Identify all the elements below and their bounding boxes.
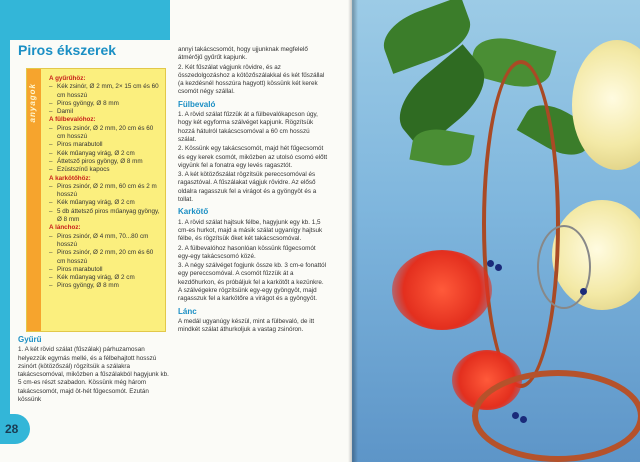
materials-item: – Kék zsinór, Ø 2 mm, 2× 15 cm és 60 cm hosszú [49,83,161,100]
bracelet-heading: Karkötő [178,207,209,217]
materials-item: – Piros zsinór, Ø 2 mm, 20 cm és 60 cm hosszú [49,125,161,142]
materials-heading: A karkötőhöz: [49,174,91,182]
bead-image [580,288,587,295]
necklace-heading: Lánc [178,306,197,316]
ring-text: 1. A két rövid szálat (fűszálak) párhuzamosan helyezzük egymás mellé, és a félbehajtott hosszú zsinórt (kötözőszál) rögzítsük a szálakra takácscsomóval, miközben a fűszálakból hagyjunk kb. 5 cm-es részt szabadon. Kössünk még három takácscsomót, majd öt-hét fűgecsomót. Ezután kössünk [18,346,169,404]
bracelet-step-3: 3. A négy szálvéget fogjunk össze kb. 3 cm-e fonattól egy pereccsomóval. A csomót fűzzük át a kezdőhurkon, és próbáljuk fel a karkötőt a kezünkre. A szálvégekre rögzítsünk egy-egy gyöngyöt, majd ragasszuk fel a karkötőre a virágot és a gyöngyöt. [178,262,327,303]
materials-side-tab [27,69,41,331]
page-number-badge [0,414,30,444]
earring-step-2: 2. Kössünk egy takácscsomót, majd hét fűgecsomót és egy kerek csomót, miközben az utolsó csomó előtt vigyünk fel a fonatra egy levés ragasztót. [178,145,328,169]
left-color-strip [0,40,10,440]
bead-image [512,412,519,419]
materials-item: – Piros zsinór, Ø 2 mm, 60 cm és 2 m hosszú [49,183,161,200]
materials-box [26,68,166,332]
materials-item: – Áttetsző piros gyöngy, Ø 8 mm [49,158,161,166]
bead-image [520,416,527,423]
materials-item: – Piros zsinór, Ø 2 mm, 20 cm és 60 cm hosszú [49,249,161,266]
materials-heading: A gyűrűhöz: [49,75,86,82]
bracelet-step-2: 2. A fülbevalóhoz hasonlóan kössünk fűgecsomót egy-egy takácscsomó közé. [178,244,316,260]
page-number: 28 [5,422,19,436]
materials-item: – Piros gyöngy, Ø 8 mm [49,100,161,108]
bracelet-image [472,370,640,462]
ring-heading: Gyűrű [18,335,42,344]
necklace-text: A medál ugyanúgy készül, mint a fülbevaló, de itt mindkét szálat áthurkoljuk a vastag zsinóron. [178,317,315,334]
materials-item: – Piros zsinór, Ø 4 mm, 70...80 cm hosszú [49,233,161,250]
materials-item: – Kék műanyag virág, Ø 2 cm [49,150,161,158]
middle-column [178,46,328,336]
necklace-cord-image [482,60,560,388]
materials-item: – Damil [49,108,161,116]
photo-page [352,0,640,462]
earring-heading: Fülbevaló [178,99,216,109]
earring-step-3: 3. A két kötözőszálat rögzítsük pereccsomóval és ragasztóval. A fűszálakat vágjuk rövidre. Az előső oldalra ragasszuk fel a virágot és a gyöngyöt és a tollat. [178,171,317,204]
materials-item: – Piros gyöngy, Ø 8 mm [49,282,161,290]
materials-item: – Ezüstszínű kapocs [49,166,161,174]
book-spine-shadow [348,0,358,462]
earring-hook-image [537,225,591,309]
materials-list [49,75,161,291]
materials-heading: A fülbevalóhoz: [49,116,96,124]
header-color-bar [0,0,170,40]
bead-image [495,264,502,271]
bead-image [487,260,494,267]
ring-step-2: 2. Két fűszálat vágjunk rövidre, és az összedolgozáshoz a kötözőszálakkal és két fűszállal (a kezdésnél hosszúra hagyott) kössünk két kerek csomót négy szállal. [178,63,325,96]
materials-item: – Piros marabutoll [49,141,161,149]
materials-heading: A lánchoz: [49,224,81,232]
ring-text-cont: annyi takácscsomót, hogy ujjunknak megfelelő átmérőjű gyűrűt kapjunk. [178,46,308,62]
materials-item: – 5 db áttetsző piros műanyag gyöngy, Ø 8 mm [49,208,161,225]
bracelet-step-1: 1. A rövid szálat hajtsuk félbe, hagyjunk egy kb. 1,5 cm-es hurkot, majd a másik szálat ugyanígy hajtsuk félbe, és rögzítsük őket két takácscsomóval. [178,218,323,243]
materials-item: – Kék műanyag virág, Ø 2 cm [49,274,161,282]
page-title: Piros ékszerek [18,42,117,58]
materials-item: – Piros marabutoll [49,266,161,274]
ring-instructions [18,336,170,405]
earring-step-1: 1. A rövid szálat fűzzük át a fülbevalókapcson úgy, hogy két egyforma szálvéget kapjunk. Rögzítsük hozzá hátulról takácscsomóval a 60 cm hosszú szálat. [178,111,318,143]
feather-image [392,250,492,330]
materials-item: – Kék műanyag virág, Ø 2 cm [49,199,161,207]
materials-side-label: anyagok [28,83,37,123]
